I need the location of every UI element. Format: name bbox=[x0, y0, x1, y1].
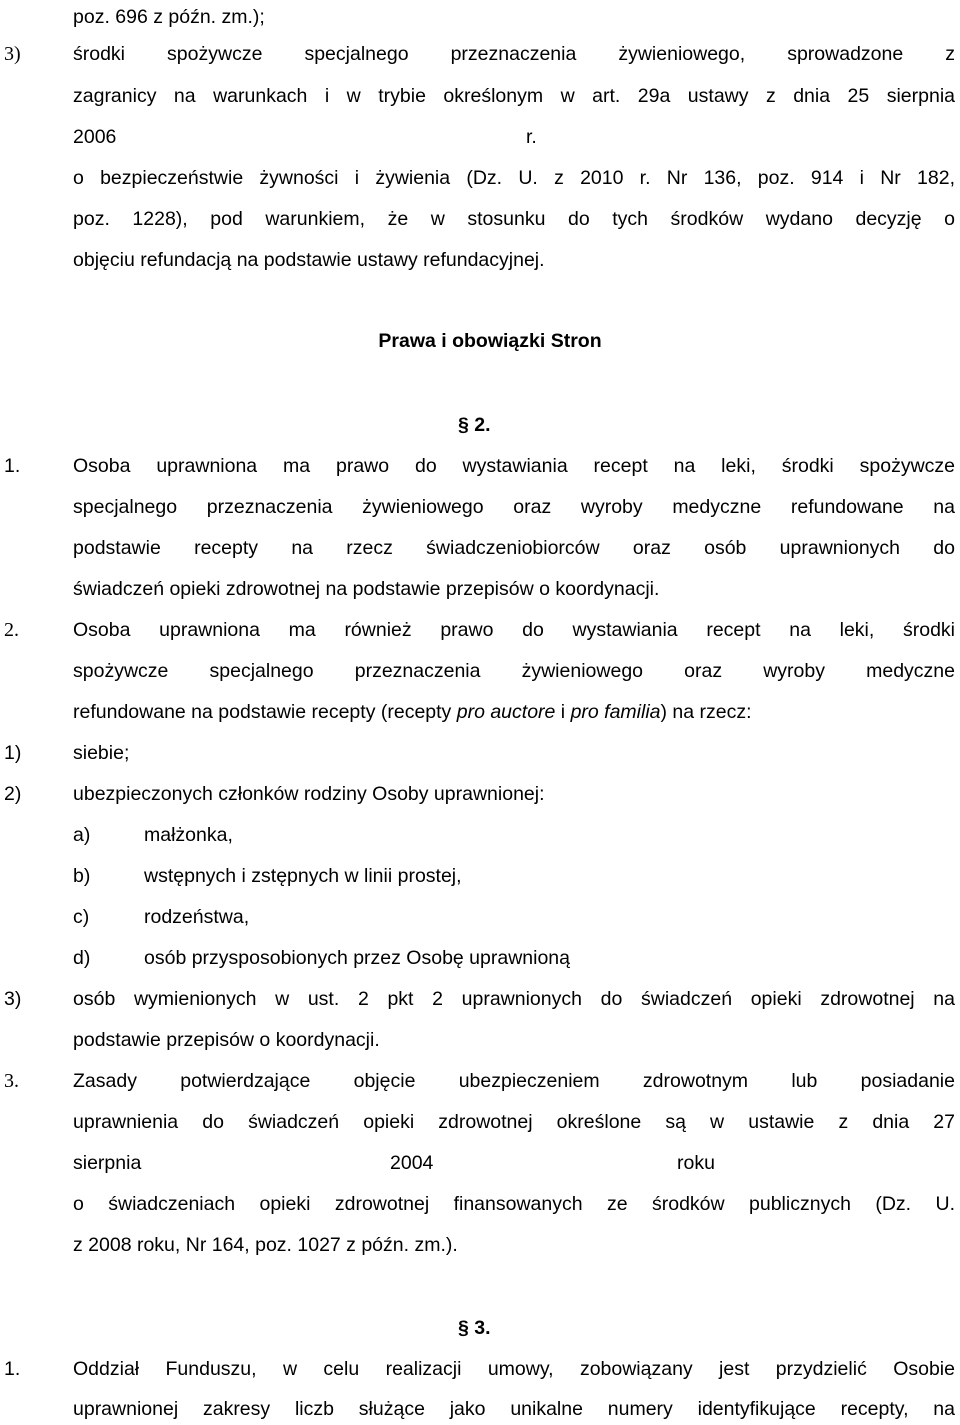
line-text: Oddział Funduszu, w celu realizacji umowy, zobowiązany jest przydzielić Osobie bbox=[73, 1358, 955, 1380]
sub-label: c) bbox=[73, 906, 90, 928]
line-text: z 2008 roku, Nr 164, poz. 1027 z późn. zm.). bbox=[73, 1234, 458, 1256]
sub-text: wstępnych i zstępnych w linii prostej, bbox=[144, 865, 462, 887]
paragraph-1 bbox=[0, 451, 960, 481]
sub-item-a bbox=[0, 820, 960, 850]
text-line bbox=[0, 204, 960, 234]
line-text: ubezpieczonych członków rodziny Osoby uprawnionej: bbox=[73, 783, 545, 805]
line-text: specjalnego przeznaczenia żywieniowego oraz wyroby medyczne refundowane na bbox=[73, 496, 955, 518]
item-number: 1. bbox=[4, 455, 21, 477]
text-line bbox=[0, 163, 960, 193]
line-text: uprawnionej zakresy liczb służące jako unikalne numery identyfikujące recepty, na bbox=[73, 1398, 955, 1420]
paragraph-sign: § 3. bbox=[458, 1317, 491, 1339]
sub-item-b bbox=[0, 861, 960, 891]
sub-item-c bbox=[0, 902, 960, 932]
text-run: refundowane na podstawie recepty (recepty bbox=[73, 701, 457, 723]
line-text: r. bbox=[526, 126, 537, 148]
text-line bbox=[0, 1394, 960, 1424]
sub-label: b) bbox=[73, 865, 91, 887]
line-text: Zasady potwierdzające objęcie ubezpieczeniem zdrowotnym lub posiadanie bbox=[73, 1070, 955, 1092]
item-number: 3) bbox=[4, 43, 21, 65]
text-line bbox=[0, 245, 960, 275]
text-run: ) na rzecz: bbox=[660, 701, 752, 723]
sub-text: małżonka, bbox=[144, 824, 233, 846]
line-text: Osoba uprawniona ma prawo do wystawiania recept na leki, środki spożywcze bbox=[73, 455, 955, 477]
line-text: zagranicy na warunkach i w trybie określonym w art. 29a ustawy z dnia 25 sierpnia bbox=[73, 85, 955, 107]
list-item-2 bbox=[0, 779, 960, 809]
italic-run: pro auctore bbox=[456, 701, 556, 723]
sub-item-d bbox=[0, 943, 960, 973]
item-number: 3. bbox=[4, 1070, 19, 1092]
line-text: 2004 bbox=[390, 1152, 434, 1174]
text-line bbox=[0, 122, 960, 152]
text-line bbox=[0, 697, 960, 727]
sub-text: osób przysposobionych przez Osobę uprawnioną bbox=[144, 947, 571, 969]
sub-text: rodzeństwa, bbox=[144, 906, 250, 928]
line-text: spożywcze specjalnego przeznaczenia żywieniowego oraz wyroby medyczne bbox=[73, 660, 955, 682]
item-number: 1. bbox=[4, 1358, 21, 1380]
text-line bbox=[0, 574, 960, 604]
sub-label: a) bbox=[73, 824, 91, 846]
list-item-3 bbox=[0, 984, 960, 1014]
text-line bbox=[0, 2, 960, 32]
text-line bbox=[0, 1148, 960, 1178]
line-text: osób wymienionych w ust. 2 pkt 2 uprawnionych do świadczeń opieki zdrowotnej na bbox=[73, 988, 955, 1010]
paragraph-3 bbox=[0, 1066, 960, 1096]
paragraph-number: 2. bbox=[474, 414, 491, 436]
text-line bbox=[0, 1107, 960, 1137]
text-line bbox=[0, 492, 960, 522]
line-text: siebie; bbox=[73, 742, 130, 764]
line-text: środki spożywcze specjalnego przeznaczenia żywieniowego, sprowadzone z bbox=[73, 43, 955, 65]
sub-label: d) bbox=[73, 947, 91, 969]
item-number: 2) bbox=[4, 783, 22, 805]
section-heading: Prawa i obowiązki Stron bbox=[378, 330, 602, 352]
line-text: uprawnienia do świadczeń opieki zdrowotnej określone są w ustawie z dnia 27 bbox=[73, 1111, 955, 1133]
paragraph-2 bbox=[0, 615, 960, 645]
line-text: o bezpieczeństwie żywności i żywienia (Dz. U. z 2010 r. Nr 136, poz. 914 i Nr 182, bbox=[73, 167, 955, 189]
line-text: Osoba uprawniona ma również prawo do wystawiania recept na leki, środki bbox=[73, 619, 955, 641]
item-number: 2. bbox=[4, 619, 19, 641]
line-text: objęciu refundacją na podstawie ustawy refundacyjnej. bbox=[73, 249, 545, 271]
line-text: roku bbox=[677, 1152, 715, 1174]
text-line bbox=[0, 81, 960, 111]
line-text: świadczeń opieki zdrowotnej na podstawie przepisów o koordynacji. bbox=[73, 578, 660, 600]
line-text: poz. 696 z późn. zm.); bbox=[73, 6, 265, 28]
line-text: sierpnia bbox=[73, 1152, 142, 1174]
list-item-3 bbox=[0, 39, 960, 69]
text-run: i bbox=[555, 701, 571, 723]
list-item-1 bbox=[0, 738, 960, 768]
italic-run: pro familia bbox=[570, 701, 661, 723]
text-line bbox=[0, 1189, 960, 1219]
line-text: podstawie przepisów o koordynacji. bbox=[73, 1029, 380, 1051]
text-line bbox=[0, 1025, 960, 1055]
line-text: poz. 1228), pod warunkiem, że w stosunku do tych środków wydano decyzję o bbox=[73, 208, 955, 230]
text-line bbox=[0, 1230, 960, 1260]
paragraph-number: 3. bbox=[474, 1317, 491, 1339]
text-line bbox=[0, 656, 960, 686]
item-number: 1) bbox=[4, 742, 22, 764]
paragraph-sign: § 2. bbox=[458, 414, 491, 436]
text-line bbox=[0, 533, 960, 563]
paragraph-1 bbox=[0, 1354, 960, 1384]
item-number: 3) bbox=[4, 988, 22, 1010]
line-text: podstawie recepty na rzecz świadczeniobiorców oraz osób uprawnionych do bbox=[73, 537, 955, 559]
line-text bbox=[73, 697, 955, 727]
line-text: o świadczeniach opieki zdrowotnej finansowanych ze środków publicznych (Dz. U. bbox=[73, 1193, 955, 1215]
line-text: 2006 bbox=[73, 126, 117, 148]
